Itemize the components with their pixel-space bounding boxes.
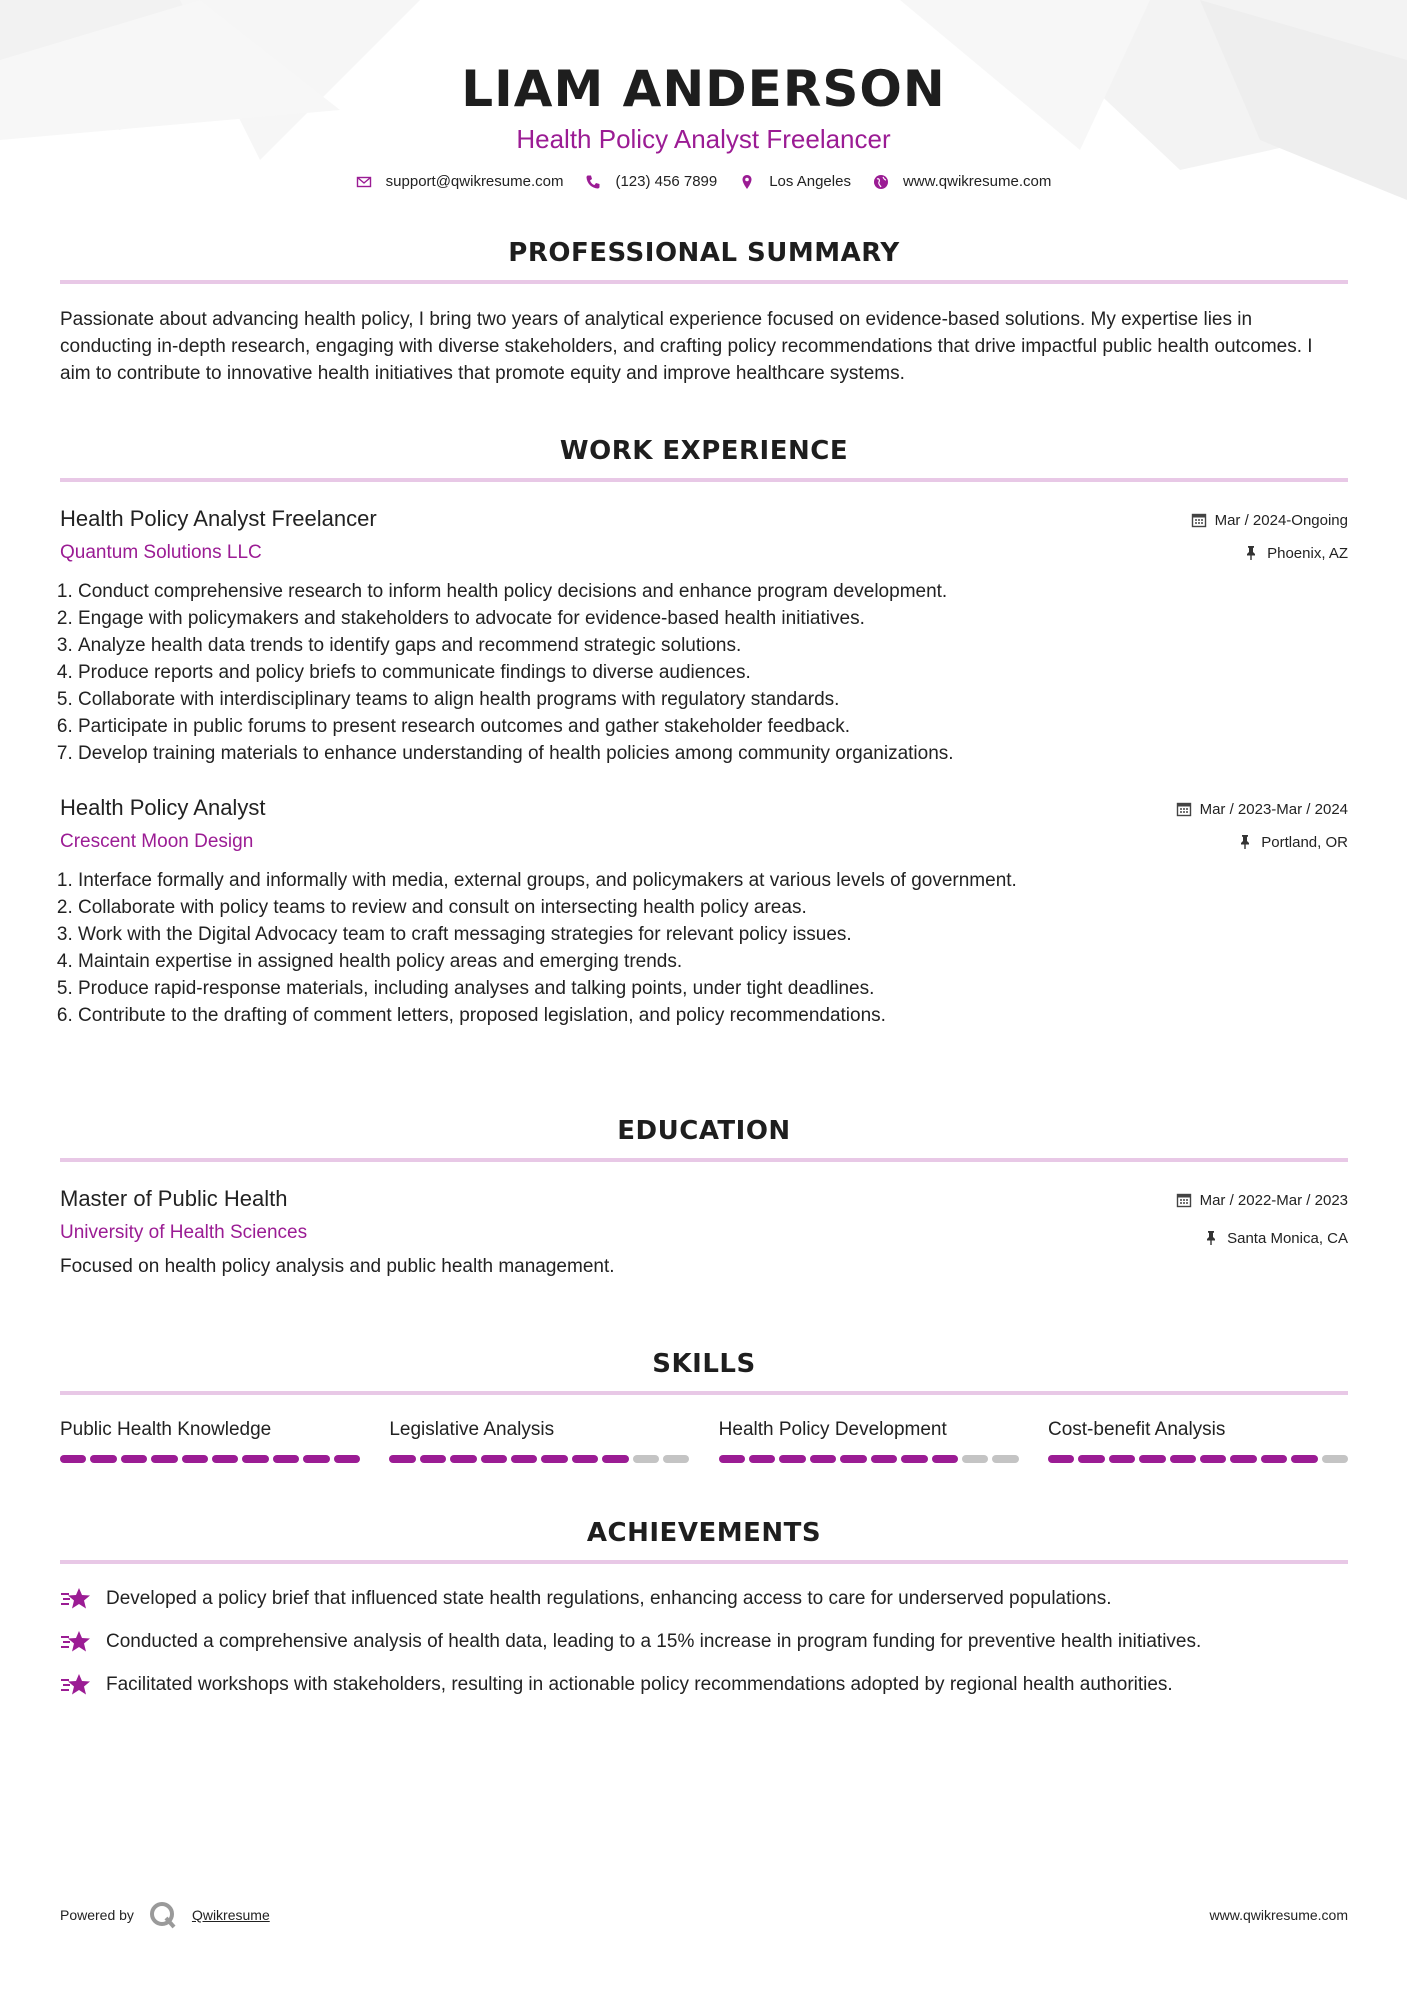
location-text: Los Angeles (769, 173, 851, 190)
list-item: 3. Analyze health data trends to identify gaps and recommend strategic solutions. (78, 632, 1348, 659)
skill-segment-filled (1078, 1455, 1104, 1463)
skills-list (60, 1419, 1348, 1463)
phone-icon (585, 174, 601, 190)
list-item: 1. Interface formally and informally with media, external groups, and policymakers at various levels of government. (78, 867, 1348, 894)
pushpin-icon (1203, 1230, 1219, 1246)
job-meta (1191, 510, 1348, 563)
list-item: 6. Participate in public forums to present research outcomes and gather stakeholder feedback. (78, 713, 1348, 740)
contact-email[interactable] (356, 173, 564, 190)
list-item: 2. Engage with policymakers and stakeholders to advocate for evidence-based health initiatives. (78, 605, 1348, 632)
calendar-icon (1176, 801, 1192, 817)
skill-segment-filled (1170, 1455, 1196, 1463)
section-divider (60, 478, 1348, 482)
skill-segment-filled (1200, 1455, 1226, 1463)
achievement-text: Conducted a comprehensive analysis of health data, leading to a 15% increase in program funding for preventive health initiatives. (106, 1631, 1202, 1652)
contact-bar (0, 173, 1407, 190)
phone-text: (123) 456 7899 (615, 173, 718, 190)
section-title: ACHIEVEMENTS (586, 1518, 822, 1548)
skill-segment-filled (90, 1455, 116, 1463)
skill-segment-filled (151, 1455, 177, 1463)
page-footer (60, 1900, 1348, 1930)
skill-segment-filled (420, 1455, 446, 1463)
achievement-item (60, 1672, 1348, 1698)
skill-name: Cost-benefit Analysis (1047, 1419, 1226, 1440)
skill-segment-filled (1261, 1455, 1287, 1463)
skill-segment-filled (810, 1455, 836, 1463)
brand-link[interactable]: Qwikresume (191, 1907, 270, 1923)
skill-segment-filled (749, 1455, 775, 1463)
achievement-item (60, 1629, 1348, 1655)
star-icon (60, 1586, 92, 1612)
skill-segment-filled (1291, 1455, 1317, 1463)
skill-segment-filled (389, 1455, 415, 1463)
email-text: support@qwikresume.com (385, 173, 564, 190)
skills-section (60, 1349, 1348, 1463)
list-item: 1. Conduct comprehensive research to inform health policy decisions and enhance program development. (78, 578, 1348, 605)
skill-segment-filled (450, 1455, 476, 1463)
skill-segment-filled (871, 1455, 897, 1463)
contact-website[interactable] (873, 173, 1051, 190)
skill-segment-empty (992, 1455, 1018, 1463)
achievements-section (60, 1518, 1348, 1698)
section-divider (60, 1391, 1348, 1395)
education-section (60, 1116, 1348, 1278)
star-icon (60, 1672, 92, 1698)
skill-segment-filled (1109, 1455, 1135, 1463)
skill-name: Public Health Knowledge (60, 1419, 272, 1440)
job-company: Crescent Moon Design (60, 831, 254, 852)
education-meta (1176, 1190, 1348, 1248)
section-divider (60, 1560, 1348, 1564)
skill-item (389, 1419, 689, 1463)
list-item: 5. Produce rapid-response materials, including analyses and talking points, under tight deadlines. (78, 975, 1348, 1002)
skill-segment-filled (901, 1455, 927, 1463)
skill-segment-filled (572, 1455, 598, 1463)
skill-segment-filled (182, 1455, 208, 1463)
skill-segment-filled (1048, 1455, 1074, 1463)
list-item: 2. Collaborate with policy teams to review and consult on intersecting health policy areas. (78, 894, 1348, 921)
skill-segment-filled (602, 1455, 628, 1463)
skill-rating-bar (60, 1455, 360, 1463)
skill-segment-filled (511, 1455, 537, 1463)
skill-item (719, 1419, 1019, 1463)
skill-segment-filled (481, 1455, 507, 1463)
job-company: Quantum Solutions LLC (60, 542, 262, 563)
list-item: 7. Develop training materials to enhance understanding of health policies among community organizations. (78, 740, 1348, 767)
skill-segment-filled (932, 1455, 958, 1463)
website-text: www.qwikresume.com (902, 173, 1052, 190)
skill-rating-bar (389, 1455, 689, 1463)
skill-segment-filled (273, 1455, 299, 1463)
candidate-name: LIAM ANDERSON (461, 60, 946, 118)
job-entry (60, 506, 1348, 767)
skill-segment-empty (1322, 1455, 1348, 1463)
calendar-icon (1191, 512, 1207, 528)
job-dates: Mar / 2023-Mar / 2024 (1199, 800, 1348, 818)
experience-section (60, 436, 1348, 1029)
star-icon (60, 1629, 92, 1655)
section-title: WORK EXPERIENCE (559, 436, 849, 466)
skill-rating-bar (1048, 1455, 1348, 1463)
skill-segment-filled (303, 1455, 329, 1463)
skill-segment-empty (663, 1455, 689, 1463)
q-logo-icon (148, 1900, 178, 1930)
skill-segment-filled (1230, 1455, 1256, 1463)
skill-item (60, 1419, 360, 1463)
skill-segment-filled (242, 1455, 268, 1463)
list-item: 4. Maintain expertise in assigned health policy areas and emerging trends. (78, 948, 1348, 975)
job-responsibilities (60, 578, 1348, 767)
section-divider (60, 280, 1348, 284)
achievement-item (60, 1586, 1348, 1612)
education-description: Focused on health policy analysis and public health management. (60, 1256, 615, 1277)
skill-name: Health Policy Development (718, 1419, 947, 1440)
contact-phone[interactable] (585, 173, 717, 190)
summary-text: Passionate about advancing health policy, I bring two years of analytical experience focused on evidence-based solutions. My expertise lies in conducting in-depth research, engaging with diverse stakeholders, and crafting policy recommendations that drive impactful public health outcomes. I aim to contribute to innovative health initiatives that promote equity and improve healthcare systems. (60, 309, 1313, 384)
globe-icon (873, 174, 889, 190)
contact-location (739, 173, 851, 190)
envelope-icon (356, 174, 372, 190)
education-entry (60, 1186, 1348, 1278)
calendar-icon (1176, 1192, 1192, 1208)
resume-header (0, 0, 1407, 190)
achievements-list (60, 1586, 1348, 1698)
achievement-text: Developed a policy brief that influenced state health regulations, enhancing access to care for underserved populations. (106, 1588, 1112, 1609)
education-school: University of Health Sciences (60, 1222, 308, 1243)
powered-by-label: Powered by (60, 1907, 134, 1923)
job-location: Phoenix, AZ (1267, 544, 1348, 562)
candidate-role: Health Policy Analyst Freelancer (516, 124, 891, 154)
job-title: Health Policy Analyst (60, 795, 266, 820)
job-responsibilities (60, 867, 1348, 1029)
skill-item (1048, 1419, 1348, 1463)
section-title: SKILLS (652, 1349, 756, 1379)
list-item: 6. Contribute to the drafting of comment letters, proposed legislation, and policy recommendations. (78, 1002, 1348, 1029)
section-divider (60, 1158, 1348, 1162)
list-item: 4. Produce reports and policy briefs to communicate findings to diverse audiences. (78, 659, 1348, 686)
powered-by (60, 1900, 270, 1930)
education-location: Santa Monica, CA (1227, 1229, 1348, 1247)
skill-segment-empty (962, 1455, 988, 1463)
job-location: Portland, OR (1261, 833, 1348, 851)
skill-segment-filled (60, 1455, 86, 1463)
pushpin-icon (1243, 545, 1259, 561)
section-title: EDUCATION (617, 1116, 791, 1146)
skill-segment-empty (633, 1455, 659, 1463)
summary-section (60, 238, 1348, 387)
pushpin-icon (1237, 834, 1253, 850)
skill-rating-bar (719, 1455, 1019, 1463)
skill-segment-filled (541, 1455, 567, 1463)
list-item: 5. Collaborate with interdisciplinary teams to align health programs with regulatory standards. (78, 686, 1348, 713)
job-entry (60, 795, 1348, 1029)
job-meta (1176, 799, 1348, 852)
job-title: Health Policy Analyst Freelancer (60, 506, 377, 531)
job-dates: Mar / 2024-Ongoing (1214, 511, 1348, 529)
achievement-text: Facilitated workshops with stakeholders, resulting in actionable policy recommendations adopted by regional health authorities. (106, 1674, 1173, 1695)
skill-segment-filled (121, 1455, 147, 1463)
skill-name: Legislative Analysis (389, 1419, 555, 1440)
section-title: PROFESSIONAL SUMMARY (508, 238, 900, 268)
skill-segment-filled (1139, 1455, 1165, 1463)
list-item: 3. Work with the Digital Advocacy team to craft messaging strategies for relevant policy issues. (78, 921, 1348, 948)
education-dates: Mar / 2022-Mar / 2023 (1199, 1191, 1348, 1209)
skill-segment-filled (212, 1455, 238, 1463)
skill-segment-filled (840, 1455, 866, 1463)
map-pin-icon (739, 174, 755, 190)
skill-segment-filled (334, 1455, 360, 1463)
skill-segment-filled (779, 1455, 805, 1463)
education-degree: Master of Public Health (60, 1186, 288, 1211)
footer-website[interactable]: www.qwikresume.com (1209, 1907, 1348, 1923)
skill-segment-filled (719, 1455, 745, 1463)
